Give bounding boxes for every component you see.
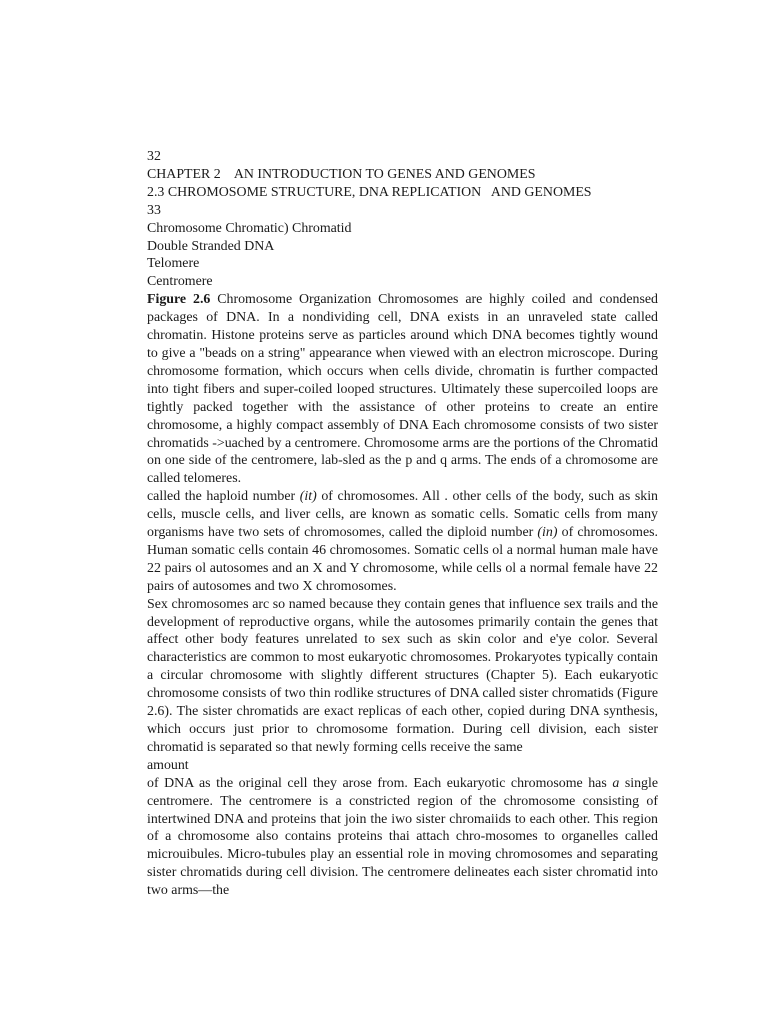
paragraph-sex-chromosomes: Sex chromosomes arc so named because they contain genes that influence sex trails and the development of reproductive organs, while the autosomes primarily contain the genes that affect other body features unrelated to sex such as skin color and e'ye color. Several characteristics are common to most eukaryotic chromosomes. Prokaryotes typically contain a circular chromosome with slightly different structures (Chapter 5). Each eukaryotic chromosome consists of two thin rodlike structures of DNA called sister chromatids (Figure 2.6). The sister chromatids are exact replicas of each other, copied during DNA synthesis, which occurs just prior to chromosome formation. During cell division, each sister chromatid is separated so that newly forming cells receive the same	[147, 596, 658, 755]
paragraph-sex-chromosomes-tail: amount	[147, 757, 189, 773]
diploid-symbol: (in)	[537, 525, 558, 541]
chapter-heading: CHAPTER 2 AN INTRODUCTION TO GENES AND GENOMES	[147, 166, 536, 182]
paragraph-centromere-text-a: of DNA as the original cell they arose from. Each eukaryotic chromosome has	[147, 775, 613, 791]
figure-label-telomere: Telomere	[147, 256, 200, 272]
article-a: a	[612, 775, 620, 791]
figure-label-dna: Double Stranded DNA	[147, 238, 275, 254]
paragraph-haploid	[147, 488, 658, 595]
figure-label-centromere: Centromere	[147, 274, 213, 290]
section-heading: 2.3 CHROMOSOME STRUCTURE, DNA REPLICATION AND GENOMES	[147, 184, 592, 200]
document-page	[147, 148, 658, 900]
paragraph-haploid-text-b: of chromosomes. All . other cells of the body, such as skin cells, muscle cells, and liver cells, are known as somatic cells. Somatic cells from many organisms have two sets of chromosomes, called the diploid number	[147, 489, 659, 541]
paragraph-haploid-text-a: called the haploid number	[147, 489, 300, 505]
figure-caption-label: Figure 2.6	[147, 292, 211, 308]
paragraph-centromere	[147, 775, 658, 900]
page-number-right: 33	[147, 202, 161, 218]
figure-caption-text: Chromosome Organization Chromosomes are highly coiled and condensed packages of DNA. In a nondividing cell, DNA exists in an unraveled state called chromatin. Histone proteins serve as particles around which DNA becomes tightly wound to give a "beads on a string" appearance when viewed with an electron microscope. During chromosome formation, which occurs when cells divide, chromatin is further compacted into tight fibers and super-coiled looped structures. Ultimately these supercoiled loops are tightly packed together with the assistance of other proteins to create an entire chromosome, a highly compact assembly of DNA Each chromosome consists of two sister chromatids ->uached by a centromere. Chromosome arms are the portions of the Chromatid on one side of the centromere, lab-sled as the p and q arms. The ends of a chromosome are called telomeres.	[147, 292, 658, 487]
paragraph-haploid-text-c: of chromosomes. Human somatic cells contain 46 chromosomes. Somatic cells ol a normal human male have 22 pairs ol autosomes and an X and Y chromosome, while cells ol a normal female have 22 pairs of autosomes and two X chromosomes.	[147, 525, 658, 594]
figure-caption	[147, 291, 658, 488]
haploid-symbol: (it)	[299, 489, 317, 505]
figure-label-chromatid: Chromosome Chromatic) Chromatid	[147, 220, 352, 236]
page-number-left: 32	[147, 149, 161, 164]
paragraph-centromere-text-b: single centromere. The centromere is a constricted region of the chromosome consisting of intertwined DNA and proteins that join the iwo sister chromaiids to each other. This region of a chromosome also contains proteins thai attach chro-mosomes to organelles called microuibules. Micro-tubules play an essential role in moving chromosomes and separating sister chromatids during cell division. The centromere delineates each sister chromatid into two arms—the	[147, 775, 659, 899]
